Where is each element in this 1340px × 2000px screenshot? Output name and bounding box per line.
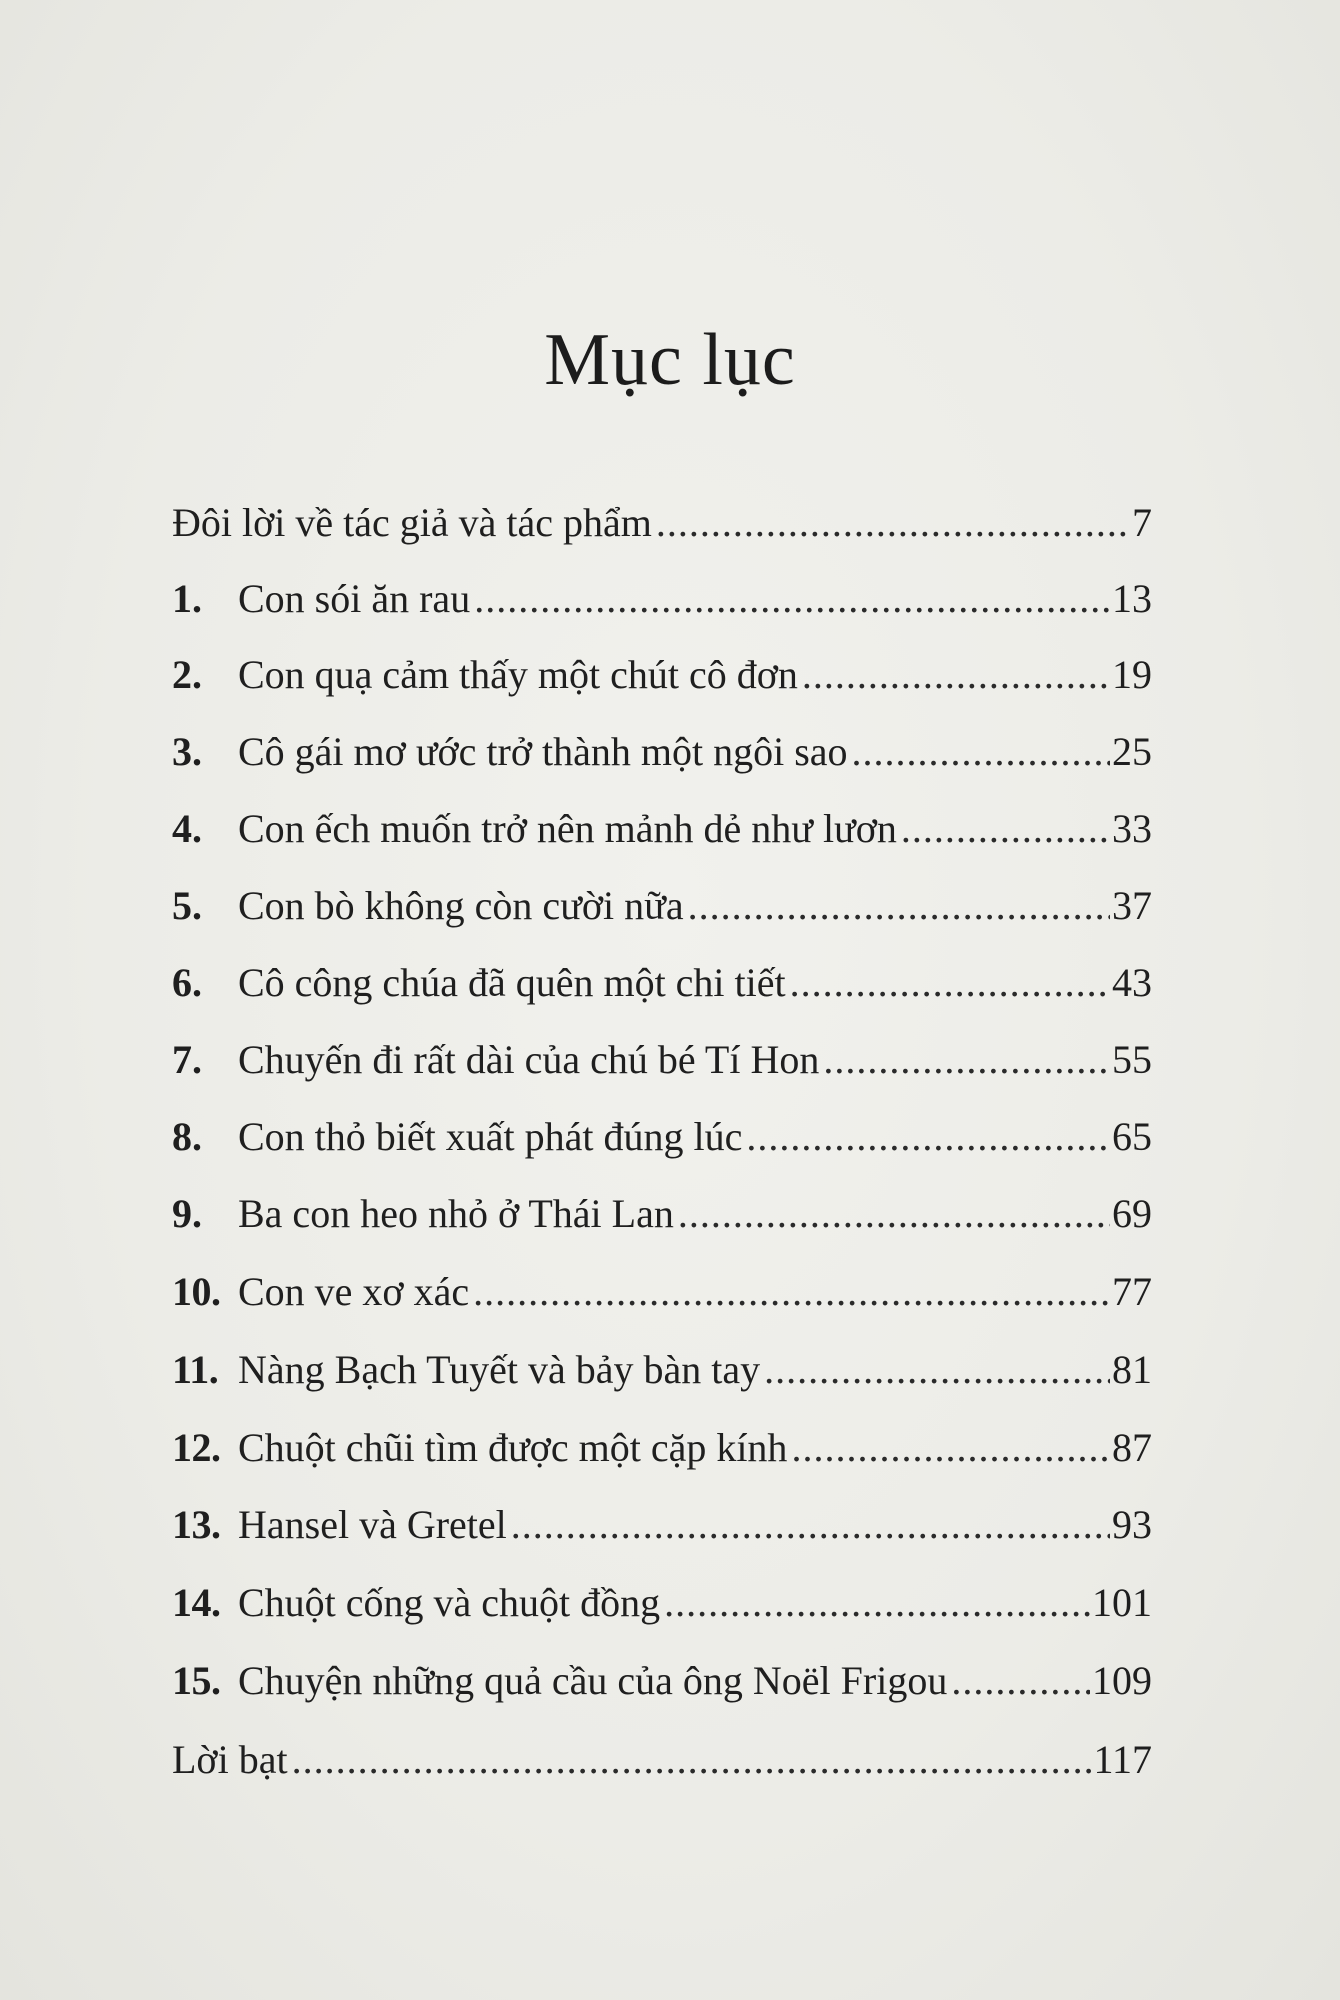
- toc-entry-label: Chuyến đi rất dài của chú bé Tí Hon: [238, 1037, 820, 1082]
- toc-entry-label: Hansel và Gretel: [238, 1502, 507, 1547]
- toc-entry-label: Con sói ăn rau: [238, 576, 471, 621]
- toc-entry-page: 37: [1112, 883, 1152, 928]
- toc-entry-page: 19: [1112, 652, 1152, 697]
- leader-dots: [901, 791, 1110, 867]
- leader-dots: [664, 1565, 1090, 1641]
- toc-entry-page: 7: [1132, 500, 1152, 545]
- toc-entry-page: 93: [1112, 1502, 1152, 1547]
- toc-entry-11: [172, 1332, 1152, 1408]
- toc-entry-label: Ba con heo nhỏ ở Thái Lan: [238, 1191, 674, 1236]
- toc-entry-number: 7.: [172, 1037, 202, 1082]
- leader-dots: [852, 714, 1110, 790]
- toc-entry-number: 3.: [172, 729, 202, 774]
- page-title: Mục lục: [544, 318, 796, 401]
- toc-entry-number: 2.: [172, 652, 202, 697]
- toc-entry-label: Cô công chúa đã quên một chi tiết: [238, 960, 786, 1005]
- toc-entry-page: 55: [1112, 1037, 1152, 1082]
- toc-entry-label: Con bò không còn cười nữa: [238, 883, 684, 928]
- toc-entry-label: Con ếch muốn trở nên mảnh dẻ như lươn: [238, 806, 897, 851]
- toc-entry-13: [172, 1487, 1152, 1563]
- toc-entry-14: [172, 1565, 1152, 1641]
- toc-entry-number: 12.: [172, 1425, 221, 1470]
- toc-entry-label: Chuột cống và chuột đồng: [238, 1580, 661, 1625]
- toc-entry-page: 13: [1112, 576, 1152, 621]
- leader-dots: [688, 868, 1110, 944]
- toc-entry-page: 69: [1112, 1191, 1152, 1236]
- toc-entry-9: [172, 1176, 1152, 1252]
- leader-dots: [790, 945, 1110, 1021]
- toc-entry-number: 13.: [172, 1502, 221, 1547]
- leader-dots: [802, 637, 1110, 713]
- toc-entry-page: 25: [1112, 729, 1152, 774]
- leader-dots: [473, 1254, 1110, 1330]
- toc-entry-label: Lời bạt: [172, 1737, 288, 1782]
- leader-dots: [746, 1099, 1110, 1175]
- toc-entry-number: 6.: [172, 960, 202, 1005]
- toc-entry-page: 87: [1112, 1425, 1152, 1470]
- leader-dots: [823, 1022, 1110, 1098]
- toc-entry-4: [172, 791, 1152, 867]
- leader-dots: [292, 1722, 1092, 1798]
- leader-dots: [474, 561, 1110, 637]
- toc-entry-foreword: [172, 485, 1152, 561]
- toc-entry-page: 109: [1092, 1658, 1152, 1703]
- toc-entry-page: 81: [1112, 1347, 1152, 1392]
- toc-entry-label: Con thỏ biết xuất phát đúng lúc: [238, 1114, 743, 1159]
- toc-entry-page: 43: [1112, 960, 1152, 1005]
- toc-entry-number: 8.: [172, 1114, 202, 1159]
- toc-entry-label: Chuyện những quả cầu của ông Noël Frigou: [238, 1658, 948, 1703]
- toc-entry-number: 9.: [172, 1191, 202, 1236]
- leader-dots: [656, 485, 1130, 561]
- toc-entry-number: 14.: [172, 1580, 221, 1625]
- leader-dots: [511, 1487, 1110, 1563]
- toc-entry-10: [172, 1254, 1152, 1330]
- toc-entry-8: [172, 1099, 1152, 1175]
- leader-dots: [791, 1410, 1110, 1486]
- toc-entry-2: [172, 637, 1152, 713]
- toc-entry-number: 1.: [172, 576, 202, 621]
- toc-entry-label: Cô gái mơ ước trở thành một ngôi sao: [238, 729, 848, 774]
- toc-entry-5: [172, 868, 1152, 944]
- toc-entry-label: Con quạ cảm thấy một chút cô đơn: [238, 652, 798, 697]
- toc-entry-page: 65: [1112, 1114, 1152, 1159]
- toc-entry-7: [172, 1022, 1152, 1098]
- toc-entry-number: 5.: [172, 883, 202, 928]
- toc-entry-1: [172, 561, 1152, 637]
- toc-entry-number: 10.: [172, 1269, 221, 1314]
- toc-entry-page: 101: [1092, 1580, 1152, 1625]
- toc-entry-label: Đôi lời về tác giả và tác phẩm: [172, 500, 652, 545]
- toc-entry-label: Chuột chũi tìm được một cặp kính: [238, 1425, 788, 1470]
- toc-entry-6: [172, 945, 1152, 1021]
- toc-entry-page: 117: [1093, 1737, 1152, 1782]
- toc-entry-12: [172, 1410, 1152, 1486]
- leader-dots: [951, 1643, 1090, 1719]
- toc-entry-label: Con ve xơ xác: [238, 1269, 470, 1314]
- toc-entry-number: 4.: [172, 806, 202, 851]
- toc-entry-15: [172, 1643, 1152, 1719]
- toc-entry-page: 77: [1112, 1269, 1152, 1314]
- toc-entry-3: [172, 714, 1152, 790]
- leader-dots: [678, 1176, 1110, 1252]
- toc-entry-number: 11.: [172, 1347, 219, 1392]
- leader-dots: [764, 1332, 1110, 1408]
- toc-entry-page: 33: [1112, 806, 1152, 851]
- toc-entry-afterword: [172, 1722, 1152, 1798]
- toc-entry-number: 15.: [172, 1658, 221, 1703]
- toc-entry-label: Nàng Bạch Tuyết và bảy bàn tay: [238, 1347, 761, 1392]
